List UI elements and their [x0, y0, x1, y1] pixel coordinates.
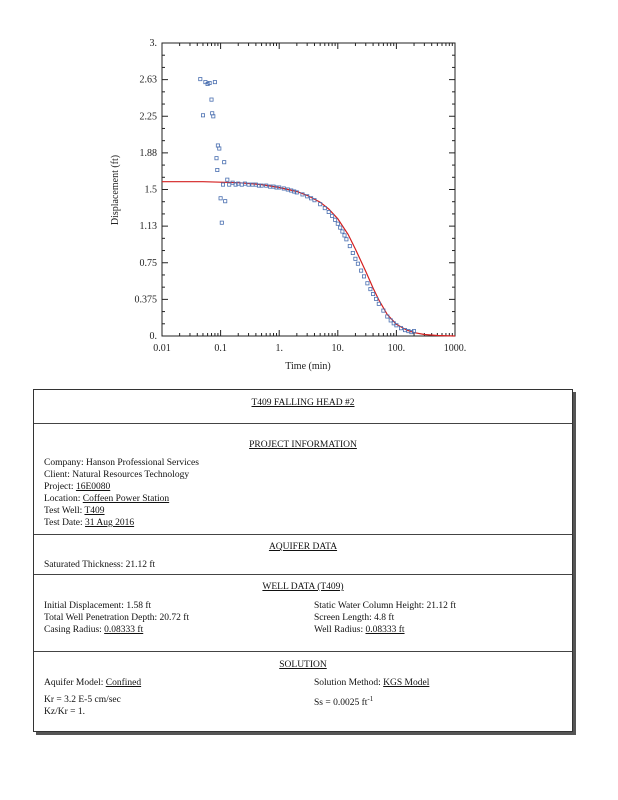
- section-divider: [34, 651, 572, 652]
- observed-point: [213, 81, 216, 84]
- observed-point: [348, 245, 351, 248]
- saturated-thickness-row: Saturated Thickness: 21.12 ft: [44, 560, 156, 570]
- x-tick-label: 1000.: [443, 343, 467, 354]
- location-row: Location: Coffeen Power Station: [44, 494, 170, 504]
- observed-point: [210, 98, 213, 101]
- observed-point: [220, 221, 223, 224]
- observed-point: [201, 114, 204, 117]
- observed-point: [362, 275, 365, 278]
- y-tick-label: 2.63: [139, 74, 157, 86]
- report-title: T409 FALLING HEAD #2: [251, 398, 355, 408]
- section-divider: [34, 423, 572, 424]
- y-tick-label: 1.5: [144, 184, 157, 196]
- observed-point: [215, 157, 218, 160]
- x-tick-label: 0.1: [214, 343, 227, 354]
- aquifer-header: AQUIFER DATA: [268, 542, 338, 552]
- plot-frame: [162, 43, 455, 336]
- observed-point: [336, 222, 339, 225]
- y-tick-label: 1.13: [139, 221, 157, 233]
- x-tick-label: 1.: [275, 343, 283, 354]
- observed-point: [199, 78, 202, 81]
- y-tick-label: 3.: [149, 38, 157, 49]
- x-axis-label: Time (min): [285, 361, 331, 372]
- observed-point: [345, 238, 348, 241]
- observed-point: [366, 282, 369, 285]
- penetration-row: Total Well Penetration Depth: 20.72 ft: [44, 613, 190, 623]
- observed-series: [199, 78, 416, 334]
- observed-point: [354, 257, 357, 260]
- observed-point: [221, 183, 224, 186]
- ss-row: Ss = 0.0025 $ft^{-1}$: [314, 695, 374, 709]
- y-tick-label: 0.75: [139, 257, 157, 269]
- casing-radius-row: Casing Radius: 0.08333 ft: [44, 625, 144, 635]
- report-panel: [33, 389, 573, 732]
- screen-length-row: Screen Length: 4.8 ft: [314, 613, 395, 623]
- observed-point: [356, 262, 359, 265]
- well-header: WELL DATA (T409): [262, 582, 344, 592]
- section-divider: [34, 574, 572, 575]
- project-header: PROJECT INFORMATION: [249, 440, 357, 450]
- observed-point: [228, 183, 231, 186]
- solution-method-row: Solution Method: KGS Model: [314, 678, 430, 688]
- observed-point: [341, 230, 344, 233]
- fit-curve-line: [162, 182, 455, 336]
- observed-point: [334, 218, 337, 221]
- displacement-chart: [0, 0, 618, 380]
- x-tick-label: 10.: [331, 343, 345, 354]
- observed-point: [216, 168, 219, 171]
- kz-kr-row: Kz/Kr = 1.: [44, 707, 85, 717]
- y-tick-label: 1.88: [139, 147, 157, 159]
- company-row: Company: Hanson Professional Services: [44, 458, 199, 468]
- fit-series: [162, 182, 455, 336]
- observed-point: [360, 269, 363, 272]
- initial-displacement-row: Initial Displacement: 1.58 ft: [44, 601, 152, 611]
- observed-point: [331, 214, 334, 217]
- x-tick-label: 100.: [387, 343, 406, 354]
- static-column-row: Static Water Column Height: 21.12 ft: [314, 601, 457, 611]
- y-axis-label: Displacement (ft): [110, 154, 121, 226]
- x-tick-label: 0.01: [153, 343, 171, 354]
- y-tick-label: 0.375: [134, 294, 157, 306]
- y-tick-label: 2.25: [139, 111, 157, 123]
- y-tick-label: 0.: [149, 331, 157, 342]
- well-radius-row: Well Radius: 0.08333 ft: [314, 625, 405, 635]
- test-date-row: Test Date: 31 Aug 2016: [44, 518, 135, 528]
- section-divider: [34, 534, 572, 535]
- test-well-row: Test Well: T409: [44, 506, 105, 516]
- kr-row: Kr = 3.2 E-5 cm/sec: [44, 695, 121, 705]
- observed-point: [369, 288, 372, 291]
- observed-point: [219, 197, 222, 200]
- observed-point: [339, 226, 342, 229]
- observed-point: [224, 200, 227, 203]
- observed-point: [226, 178, 229, 181]
- observed-point: [343, 234, 346, 237]
- client-row: Client: Natural Resources Technology: [44, 470, 190, 480]
- project-row: Project: 16E0080: [44, 482, 111, 492]
- aquifer-model-row: Aquifer Model: Confined: [44, 678, 142, 688]
- observed-point: [372, 292, 375, 295]
- observed-point: [351, 251, 354, 254]
- solution-header: SOLUTION: [279, 660, 327, 670]
- observed-point: [223, 161, 226, 164]
